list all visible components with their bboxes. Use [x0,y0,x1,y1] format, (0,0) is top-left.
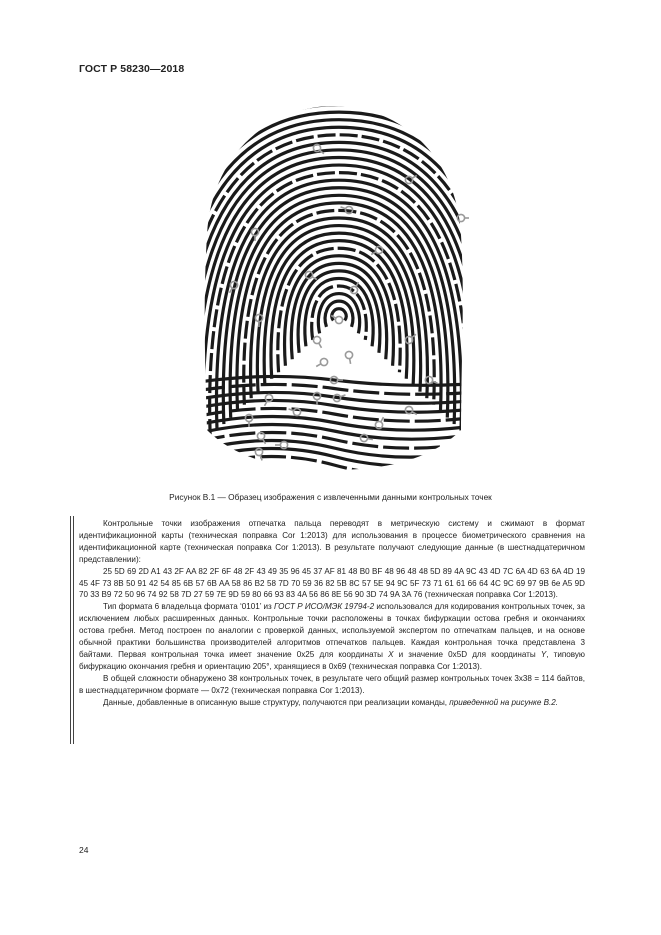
minutia-marker [320,358,327,365]
p2-text-d: , типовую бифуркацию окончания гребня и ориентацию 205°, хранящиеся в 0x69 (техническая поправка Cor 1:2013). [79,649,585,671]
ridge-line [199,424,469,439]
coord-x: X [388,649,394,659]
p2-text-b: использовался для кодирования контрольных точек, за исключением любых расширенных данных. Контрольные точки расположены в точках бифуркации остова гребня и окончаниях остова гребня. Метод построен по аналогии с проверкой данных, используемой экспертом по отпечаткам пальцев, и на основе обычной практики большинства производителей алгоритмов отпечатков пальцев. Каждая контрольная точка представлена 3 байтами. Первая контрольная точка имеет значение 0x25 для координаты [79,602,585,659]
ridge-line [298,271,380,353]
coord-y: Y [540,649,547,659]
paragraph-2 [79,601,585,672]
minutia-marker [335,316,342,323]
p2-text-a: Тип формата 6 владельца формата ‘0101’ из [103,602,275,612]
minutia-direction [341,207,346,209]
p4-text-a: Данные, добавленные в описанную выше структуру, получаются при реализации команды, [103,697,450,707]
change-bar [70,516,71,744]
minutia-direction [381,417,384,422]
paragraph-1: Контрольные точки изображения отпечатка пальца переводят в метрическую систему и сжимают в формат идентификационной карты (техническая поправка Cor 1:2013) для использования в процессе биометрического сравнения на идентификационной карте (техническая поправка Cor 1:2013). В результате получают следующие данные (в шестнадцатеричном представлении): [79,519,585,564]
figure-caption: Рисунок В.1 — Образец изображения с извлеченными данными контрольных точек [169,492,492,502]
p2-text-c: и значение 0x5D для координаты [393,649,541,659]
minutia-direction [350,359,351,364]
fingerprint-image [199,100,469,472]
figure-reference: приведенной на рисунке В.2. [449,697,558,707]
body-text [79,518,585,709]
minutia-direction [368,439,373,440]
minutia-direction [316,364,321,367]
paragraph-3: В общей сложности обнаружено 38 контрольных точек, в результате чего общий размер контрольных точек 3x38 = 114 байтов, в шестнадцатеричном формате — 0x72 (техническая поправка Cor 1:2013). [79,673,585,695]
document-header: ГОСТ Р 58230—2018 [79,63,185,75]
page-number: 24 [79,845,89,855]
minutia-marker [313,336,320,343]
hex-data: 25 5D 69 2D A1 43 2F AA 82 2F 6F 48 2F 43 49 35 96 45 37 AF 81 48 B0 BF 48 96 48 48 5D 89 4A 9C 43 4D 7C 6A 4D 63 6A 4D 19 45 4F 73 8B 50 91 42 54 85 6B 57 6B AA 58 86 B2 58 7D 70 59 36 82 5B 8C 57 5E 94 9C 5F 73 71 61 61 66 64 4C 9C 69 97 9B 6e A5 9D 70 33 B9 72 50 96 74 92 58 7D 27 59 7E 9D 59 80 66 93 83 4A 56 86 8E 56 90 3D 74 9A 3A 76 (техническая поправка Cor 1:2013). [79,566,585,600]
minutia-marker [345,351,352,358]
ridge-line [199,456,469,472]
standard-reference: ГОСТ Р ИСО/МЭК 19794-2 [274,602,375,612]
fingerprint-ridges [199,100,469,472]
ridge-line [199,416,469,430]
paragraph-4 [79,697,585,709]
minutia-direction [340,395,345,397]
ridge-line [332,309,346,321]
change-bar-inner [73,516,74,744]
minutia-direction [319,343,322,348]
